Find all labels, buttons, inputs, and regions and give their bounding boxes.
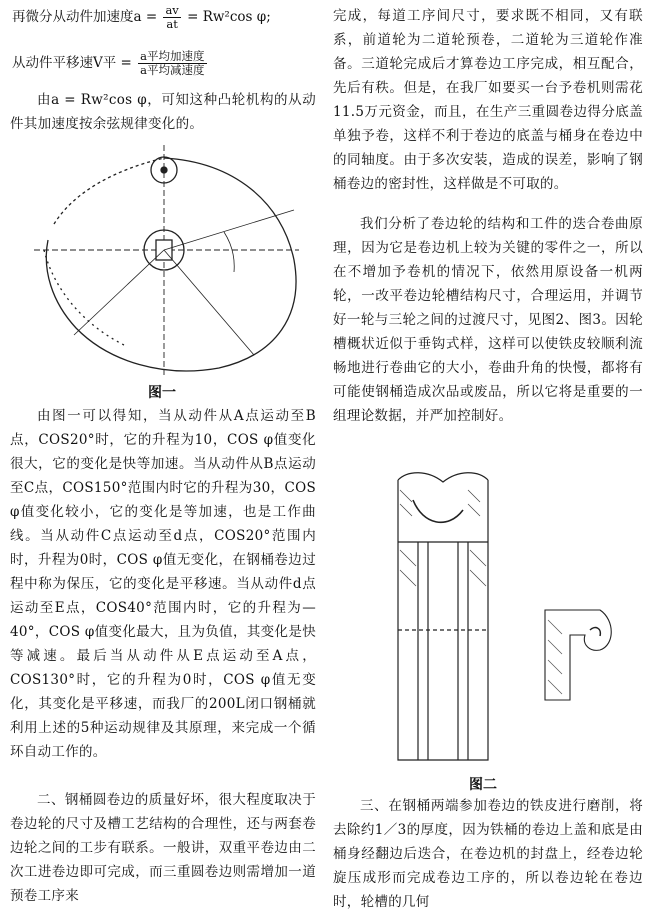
analysis-block (333, 212, 643, 428)
section2-paragraph: 二、钢桶圆卷边的质量好坏，很大程度取决于卷边轮的尺寸及槽工艺结构的合理性，还与两套卷边轮之间的工步有联系。一般讲，双重平卷边由二次工进卷边即可完成，而三重圆卷边则需增加一道预卷工序来 (10, 792, 316, 904)
eq1-numerator: av (165, 3, 179, 17)
eq1-fraction (163, 4, 180, 31)
continuation-block (333, 4, 643, 196)
figure2-caption: 图二 (469, 777, 497, 793)
figure2-roller-section (388, 470, 498, 770)
intro-paragraph-block (10, 88, 316, 136)
section3-paragraph: 三、在钢桶两端参加卷边的铁皮进行磨削，将去除约1／3的厚度，因为铁桶的卷边上盖和底是由桶身经翻边后迭合，在卷边机的封盘上，经卷边轮旋压成形而完成卷边工序的，所以卷边轮在卷边时，轮槽的几何 (333, 798, 643, 910)
figure3-groove-detail (540, 600, 620, 710)
figure1-cam-diagram (14, 140, 314, 380)
intro-paragraph: 由a = Rw²cos φ，可知这种凸轮机构的从动件其加速度按余弦规律变化的。 (10, 92, 316, 132)
equation-acceleration (12, 4, 271, 31)
figure1-explanation-paragraph: 由图一可以得知，当从动件从A点运动至B点，COS20°时，它的升程为10，COS φ值变化很大，它的变化是快等加速。当从动件从B点运动至C点，COS150°范围内时它的升程为30，COS φ值变化较小，它的变化是等加速，也是工作曲线。当从动件C点运动至d点，COS20°范围内时，升程为0时，COS φ值无变化，在钢桶卷边过程中称为保压，它的变化是平移速。当从动件d点运动至E点，COS40°范围内时，它的升程为—40°，COS φ值变化最大，且为负值，其变化是快等减速。最后当从动件从E点运动至A点，COS130°时，它的升程为0时，COS φ值无变化，其变化是平移速，而我厂的200L闭口钢桶就利用上述的5种运动规律及其原理，来完成一个循环自动工作的。 (10, 408, 316, 760)
eq2-prefix: 从动件平移速V平 = (12, 55, 132, 71)
equation-velocity (12, 50, 209, 77)
eq2-fraction (138, 50, 206, 77)
figure1-explanation-block (10, 404, 316, 764)
eq1-prefix: 再微分从动件加速度a = (12, 9, 158, 25)
eq2-denominator: a平均减速度 (140, 63, 205, 77)
section2-block (10, 788, 316, 908)
eq1-denominator: at (166, 17, 178, 31)
figure1-caption: 图一 (148, 385, 176, 401)
eq2-numerator: a平均加速度 (140, 49, 205, 63)
analysis-paragraph: 我们分析了卷边轮的结构和工件的迭合卷曲原理，因为它是卷边机上较为关键的零件之一，所以在不增加予卷机的情况下，依然用原设备一机两轮，一改平卷边轮槽结构尺寸，合理运用，并调节好一轮与三轮之间的过渡尺寸，见图2、图3。因轮槽概状近似于垂钩式样，这样可以使铁皮较顺利流畅地进行卷曲它的大小，卷曲升角的快慢，都将有可能使钢桶造成次品或废品，所以它将是重要的一组理论数据，并严加控制好。 (333, 216, 643, 424)
section3-block (333, 794, 643, 914)
eq1-suffix: = Rw²cos φ; (187, 9, 271, 25)
continuation-paragraph: 完成，每道工序间尺寸，要求既不相同，又有联系，前道轮为二道轮预卷，二道轮为三道轮作准备。三道轮完成后才算卷边工序完成，相互配合，先后有秩。但是，在我厂如要买一台予卷机则需花11.5万元资金，而且，在生产三重圆卷边得分底盖单独予卷，这样不利于卷边的底盖与桶身在卷边中的同轴度。由于多次安装，造成的误差，影响了钢桶卷边的密封性，这样做是不可取的。 (333, 8, 643, 192)
